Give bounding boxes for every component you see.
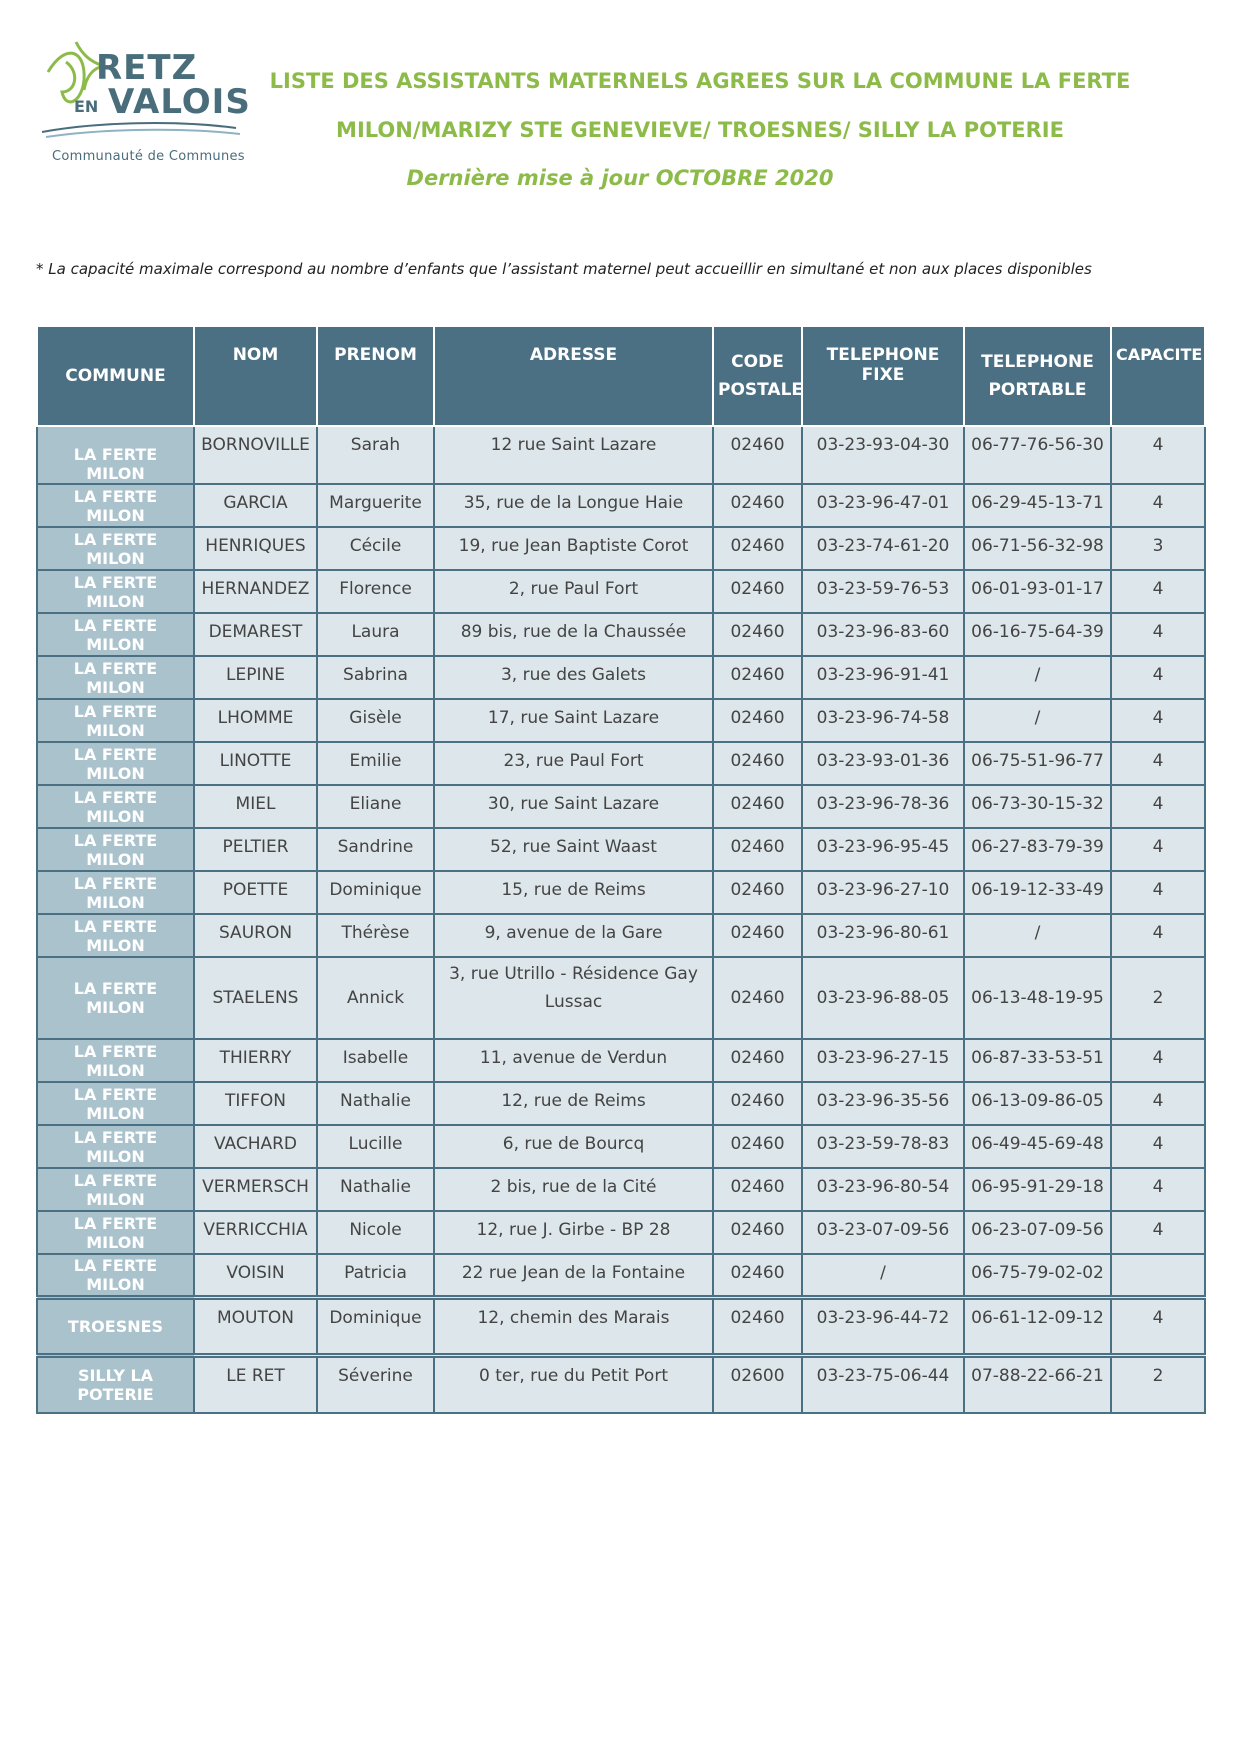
table-row [37,914,1205,957]
table-row [37,426,1205,484]
telephone-fixe-cell: 03-23-96-80-54 [802,1168,964,1211]
code-postal-cell: 02460 [713,527,802,570]
telephone-portable-cell: 06-71-56-32-98 [964,527,1111,570]
table-row [37,785,1205,828]
telephone-fixe-cell: 03-23-93-01-36 [802,742,964,785]
commune-cell: LA FERTE MILON [37,1211,194,1254]
nom-cell: MIEL [194,785,317,828]
telephone-portable-cell: 06-16-75-64-39 [964,613,1111,656]
prenom-cell: Sarah [317,426,434,484]
telephone-fixe-cell: 03-23-96-44-72 [802,1297,964,1355]
nom-cell: LINOTTE [194,742,317,785]
nom-cell: GARCIA [194,484,317,527]
adresse-cell: 30, rue Saint Lazare [434,785,713,828]
commune-cell: LA FERTE MILON [37,742,194,785]
adresse-cell: 15, rue de Reims [434,871,713,914]
telephone-fixe-cell: 03-23-59-78-83 [802,1125,964,1168]
telephone-portable-cell: 06-49-45-69-48 [964,1125,1111,1168]
logo-valois: VALOIS [108,82,251,122]
telephone-portable-cell: / [964,699,1111,742]
prenom-cell: Nathalie [317,1168,434,1211]
prenom-cell: Lucille [317,1125,434,1168]
commune-cell: LA FERTE MILON [37,1254,194,1297]
adresse-cell: 23, rue Paul Fort [434,742,713,785]
commune-cell: LA FERTE MILON [37,914,194,957]
capacite-cell: 4 [1111,914,1205,957]
header-capacite [1111,326,1205,426]
telephone-fixe-cell: 03-23-96-80-61 [802,914,964,957]
retz-en-valois-logo [36,32,266,182]
header-nom-label: NOM [232,345,279,365]
code-postal-cell: 02460 [713,1254,802,1297]
table-row [37,742,1205,785]
capacite-cell: 2 [1111,957,1205,1039]
prenom-cell: Laura [317,613,434,656]
telephone-portable-cell: 06-13-09-86-05 [964,1082,1111,1125]
adresse-cell: 12, chemin des Marais [434,1297,713,1355]
nom-cell: VERMERSCH [194,1168,317,1211]
title-line-2: MILON/MARIZY STE GENEVIEVE/ TROESNES/ SILLY LA POTERIE [336,118,1064,142]
telephone-fixe-cell: 03-23-07-09-56 [802,1211,964,1254]
table-row [37,1211,1205,1254]
capacite-cell: 4 [1111,656,1205,699]
table-row [37,1355,1205,1413]
nom-cell: SAURON [194,914,317,957]
telephone-portable-cell: 06-23-07-09-56 [964,1211,1111,1254]
telephone-fixe-cell: 03-23-96-27-10 [802,871,964,914]
commune-cell: LA FERTE MILON [37,1039,194,1082]
telephone-fixe-cell: / [802,1254,964,1297]
capacite-cell: 4 [1111,570,1205,613]
telephone-portable-cell: 06-29-45-13-71 [964,484,1111,527]
table-row [37,527,1205,570]
code-postal-cell: 02600 [713,1355,802,1413]
commune-cell: LA FERTE MILON [37,828,194,871]
nom-cell: TIFFON [194,1082,317,1125]
adresse-cell: 6, rue de Bourcq [434,1125,713,1168]
nom-cell: VOISIN [194,1254,317,1297]
commune-cell: LA FERTE MILON [37,699,194,742]
adresse-cell: 2 bis, rue de la Cité [434,1168,713,1211]
header-commune-label: COMMUNE [65,366,166,386]
telephone-fixe-cell: 03-23-96-78-36 [802,785,964,828]
code-postal-cell: 02460 [713,613,802,656]
nom-cell: PELTIER [194,828,317,871]
commune-cell: LA FERTE MILON [37,426,194,484]
nom-cell: VACHARD [194,1125,317,1168]
header-commune [37,326,194,426]
table-row [37,1168,1205,1211]
capacite-cell: 4 [1111,484,1205,527]
adresse-cell: 12 rue Saint Lazare [434,426,713,484]
header-capacite-label: CAPACITE [1116,345,1203,364]
logo-subtitle: Communauté de Communes [52,149,245,164]
prenom-cell: Eliane [317,785,434,828]
capacite-cell: 4 [1111,785,1205,828]
capacite-cell: 4 [1111,1297,1205,1355]
table-row [37,570,1205,613]
code-postal-cell: 02460 [713,871,802,914]
prenom-cell: Nathalie [317,1082,434,1125]
header-fixe-label: TELEPHONE FIXE [826,345,940,385]
prenom-cell: Marguerite [317,484,434,527]
commune-cell: LA FERTE MILON [37,527,194,570]
commune-cell: LA FERTE MILON [37,1125,194,1168]
capacite-cell [1111,1254,1205,1297]
telephone-fixe-cell: 03-23-59-76-53 [802,570,964,613]
telephone-fixe-cell: 03-23-96-88-05 [802,957,964,1039]
commune-cell: LA FERTE MILON [37,957,194,1039]
telephone-fixe-cell: 03-23-75-06-44 [802,1355,964,1413]
nom-cell: LE RET [194,1355,317,1413]
header-adresse [434,326,713,426]
header-code-label: CODE [731,352,784,372]
adresse-cell: 89 bis, rue de la Chaussée [434,613,713,656]
logo-en: EN [74,97,99,116]
code-postal-cell: 02460 [713,484,802,527]
capacite-cell: 4 [1111,828,1205,871]
commune-cell: LA FERTE MILON [37,785,194,828]
header-telephone-label: TELEPHONE [981,352,1094,372]
adresse-cell: 17, rue Saint Lazare [434,699,713,742]
adresse-cell: 3, rue des Galets [434,656,713,699]
nom-cell: LHOMME [194,699,317,742]
code-postal-cell: 02460 [713,1168,802,1211]
table-row [37,699,1205,742]
telephone-portable-cell: / [964,914,1111,957]
capacite-cell: 4 [1111,742,1205,785]
table-row [37,1125,1205,1168]
telephone-fixe-cell: 03-23-96-74-58 [802,699,964,742]
telephone-portable-cell: 06-01-93-01-17 [964,570,1111,613]
table-row [37,484,1205,527]
table-body [37,426,1205,1413]
capacite-cell: 4 [1111,699,1205,742]
telephone-portable-cell: / [964,656,1111,699]
header-portable-label: PORTABLE [988,380,1087,400]
code-postal-cell: 02460 [713,1125,802,1168]
nom-cell: MOUTON [194,1297,317,1355]
adresse-cell: 22 rue Jean de la Fontaine [434,1254,713,1297]
prenom-cell: Nicole [317,1211,434,1254]
capacite-cell: 4 [1111,1168,1205,1211]
prenom-cell: Annick [317,957,434,1039]
prenom-cell: Dominique [317,871,434,914]
capacite-cell: 4 [1111,613,1205,656]
telephone-portable-cell: 07-88-22-66-21 [964,1355,1111,1413]
assistants-table [36,325,1206,1414]
telephone-portable-cell: 06-75-79-02-02 [964,1254,1111,1297]
table-row [37,656,1205,699]
table-row [37,957,1205,1039]
telephone-fixe-cell: 03-23-96-91-41 [802,656,964,699]
nom-cell: HERNANDEZ [194,570,317,613]
nom-cell: VERRICCHIA [194,1211,317,1254]
capacite-cell: 4 [1111,1211,1205,1254]
telephone-fixe-cell: 03-23-96-27-15 [802,1039,964,1082]
code-postal-cell: 02460 [713,1297,802,1355]
header-telephone-portable [964,326,1111,426]
table-row [37,1297,1205,1355]
capacite-cell: 4 [1111,1082,1205,1125]
nom-cell: BORNOVILLE [194,426,317,484]
code-postal-cell: 02460 [713,656,802,699]
code-postal-cell: 02460 [713,1039,802,1082]
capacite-cell: 4 [1111,871,1205,914]
code-postal-cell: 02460 [713,699,802,742]
update-date: Dernière mise à jour OCTOBRE 2020 [406,166,834,190]
commune-cell: LA FERTE MILON [37,871,194,914]
prenom-cell: Patricia [317,1254,434,1297]
telephone-portable-cell: 06-95-91-29-18 [964,1168,1111,1211]
adresse-cell: 2, rue Paul Fort [434,570,713,613]
capacite-cell: 2 [1111,1355,1205,1413]
code-postal-cell: 02460 [713,914,802,957]
telephone-portable-cell: 06-75-51-96-77 [964,742,1111,785]
adresse-cell: 19, rue Jean Baptiste Corot [434,527,713,570]
prenom-cell: Florence [317,570,434,613]
prenom-cell: Gisèle [317,699,434,742]
adresse-cell: 0 ter, rue du Petit Port [434,1355,713,1413]
telephone-fixe-cell: 03-23-96-35-56 [802,1082,964,1125]
telephone-fixe-cell: 03-23-74-61-20 [802,527,964,570]
adresse-cell: 9, avenue de la Gare [434,914,713,957]
telephone-fixe-cell: 03-23-96-83-60 [802,613,964,656]
commune-cell: TROESNES [37,1297,194,1355]
header-adresse-label: ADRESSE [529,345,618,365]
code-postal-cell: 02460 [713,1082,802,1125]
capacite-cell: 4 [1111,1125,1205,1168]
nom-cell: STAELENS [194,957,317,1039]
prenom-cell: Emilie [317,742,434,785]
code-postal-cell: 02460 [713,785,802,828]
capacite-cell: 4 [1111,426,1205,484]
nom-cell: DEMAREST [194,613,317,656]
commune-cell: LA FERTE MILON [37,1168,194,1211]
prenom-cell: Séverine [317,1355,434,1413]
header-nom [194,326,317,426]
telephone-fixe-cell: 03-23-96-95-45 [802,828,964,871]
table-row [37,828,1205,871]
header-postale-label: POSTALE [718,380,804,400]
logo-retz: RETZ [96,48,198,88]
nom-cell: HENRIQUES [194,527,317,570]
code-postal-cell: 02460 [713,426,802,484]
commune-cell: LA FERTE MILON [37,656,194,699]
table-row [37,1039,1205,1082]
table-header-row [37,326,1205,426]
code-postal-cell: 02460 [713,742,802,785]
prenom-cell: Cécile [317,527,434,570]
nom-cell: POETTE [194,871,317,914]
prenom-cell: Sabrina [317,656,434,699]
telephone-fixe-cell: 03-23-93-04-30 [802,426,964,484]
telephone-portable-cell: 06-73-30-15-32 [964,785,1111,828]
telephone-portable-cell: 06-19-12-33-49 [964,871,1111,914]
header-code-postale [713,326,802,426]
telephone-portable-cell: 06-27-83-79-39 [964,828,1111,871]
prenom-cell: Dominique [317,1297,434,1355]
code-postal-cell: 02460 [713,1211,802,1254]
commune-cell: SILLY LA POTERIE [37,1355,194,1413]
header-telephone-fixe [802,326,964,426]
table-row [37,1082,1205,1125]
adresse-cell: 11, avenue de Verdun [434,1039,713,1082]
table-row [37,613,1205,656]
commune-cell: LA FERTE MILON [37,613,194,656]
table-row [37,871,1205,914]
telephone-portable-cell: 06-77-76-56-30 [964,426,1111,484]
adresse-cell: 3, rue Utrillo - Résidence Gay Lussac [434,957,713,1039]
prenom-cell: Thérèse [317,914,434,957]
adresse-cell: 12, rue de Reims [434,1082,713,1125]
capacite-cell: 4 [1111,1039,1205,1082]
header-prenom [317,326,434,426]
nom-cell: LEPINE [194,656,317,699]
nom-cell: THIERRY [194,1039,317,1082]
capacite-cell: 3 [1111,527,1205,570]
adresse-cell: 35, rue de la Longue Haie [434,484,713,527]
code-postal-cell: 02460 [713,957,802,1039]
title-line-1: LISTE DES ASSISTANTS MATERNELS AGREES SUR LA COMMUNE LA FERTE [269,69,1131,93]
prenom-cell: Isabelle [317,1039,434,1082]
header-prenom-label: PRENOM [334,345,417,365]
commune-cell: LA FERTE MILON [37,484,194,527]
code-postal-cell: 02460 [713,828,802,871]
telephone-portable-cell: 06-87-33-53-51 [964,1039,1111,1082]
commune-cell: LA FERTE MILON [37,570,194,613]
commune-cell: LA FERTE MILON [37,1082,194,1125]
adresse-cell: 52, rue Saint Waast [434,828,713,871]
telephone-fixe-cell: 03-23-96-47-01 [802,484,964,527]
code-postal-cell: 02460 [713,570,802,613]
prenom-cell: Sandrine [317,828,434,871]
telephone-portable-cell: 06-61-12-09-12 [964,1297,1111,1355]
capacity-note: * La capacité maximale correspond au nombre d’enfants que l’assistant maternel peut accueillir en simultané et non aux places disponibles [36,260,1092,278]
table-row [37,1254,1205,1297]
telephone-portable-cell: 06-13-48-19-95 [964,957,1111,1039]
adresse-cell: 12, rue J. Girbe - BP 28 [434,1211,713,1254]
